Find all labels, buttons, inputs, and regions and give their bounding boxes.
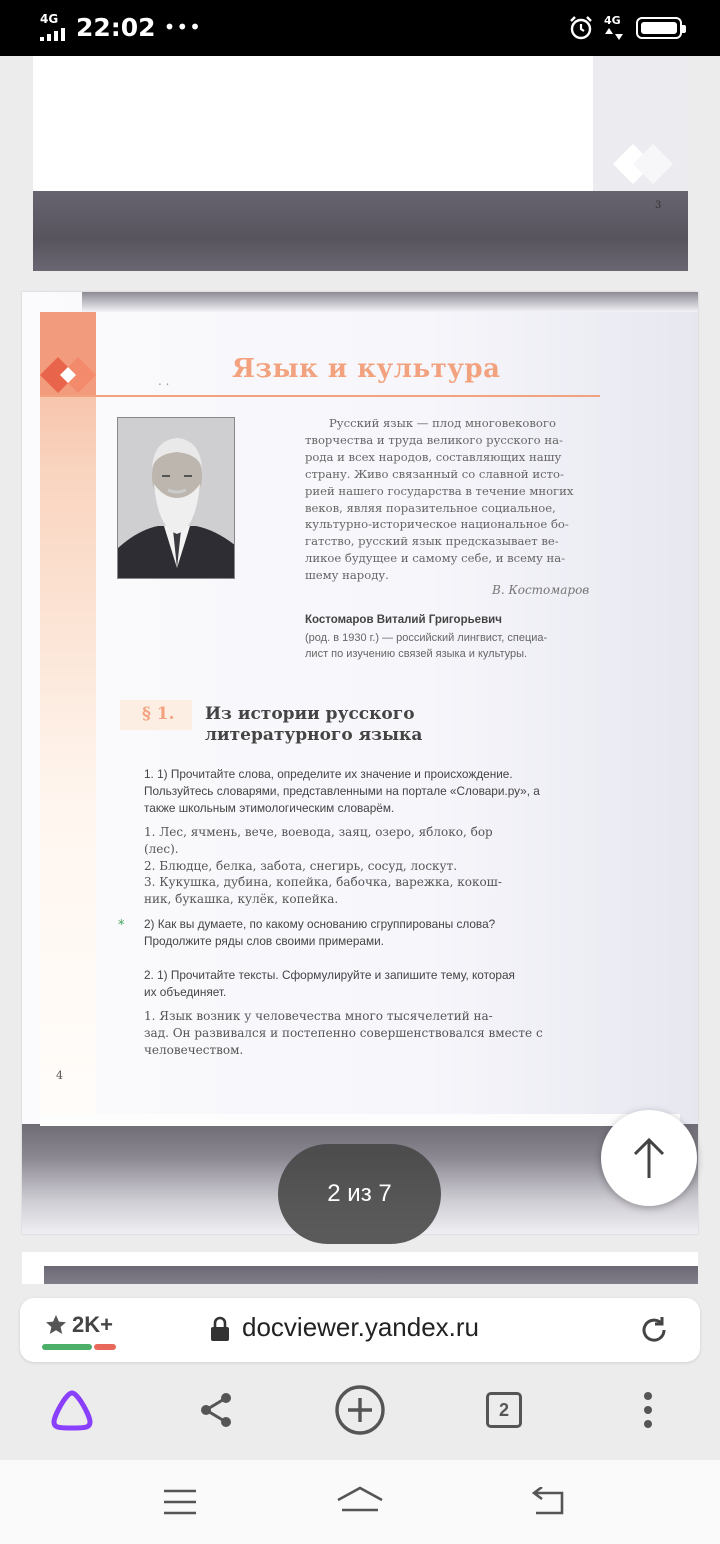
- menu-button[interactable]: [150, 1478, 210, 1526]
- alice-button[interactable]: [44, 1382, 100, 1438]
- quote-author: В. Костомаров: [492, 583, 590, 597]
- bio-text: (род. в 1930 г.) — российский лингвист, специа- лист по изучению связей языка и культуры.: [305, 632, 548, 660]
- add-tab-button[interactable]: [332, 1382, 388, 1438]
- word-groups: 1. Лес, ячмень, вече, воевода, заяц, озеро, яблоко, бор (лес). 2. Блюдце, белка, забота, снегирь, сосуд, лоскут. 3. Кукушка, дубина, копейка, бабочка, варежка, кокош- ник, букашка, кулёк, копейка.: [144, 825, 502, 907]
- arrow-up-icon: [631, 1136, 667, 1180]
- exercise-1-part-2: 2) Как вы думаете, по какому основанию сгруппированы слова? Продолжите ряды слов своими примерами.: [144, 917, 496, 948]
- more-icon: [642, 1390, 654, 1430]
- share-button[interactable]: [188, 1382, 244, 1438]
- system-navigation-bar: [0, 1460, 720, 1544]
- more-notifications-icon: •••: [163, 15, 202, 39]
- clock: 22:02: [76, 12, 156, 42]
- network-indicator-icon: [604, 14, 626, 42]
- browser-toolbar: [0, 1376, 720, 1446]
- more-menu-button[interactable]: [620, 1382, 676, 1438]
- tabs-icon: [486, 1392, 522, 1428]
- star-mark: *: [118, 918, 125, 933]
- section-title: Из истории русского литературного языка: [205, 704, 423, 745]
- share-icon: [196, 1390, 236, 1430]
- page-number: 3: [655, 200, 662, 211]
- bio-name: Костомаров Виталий Григорьевич: [305, 614, 502, 626]
- back-button[interactable]: [518, 1478, 578, 1526]
- exercise-2-passage: 1. Язык возник у человечества много тысячелетий на- зад. Он развивался и постепенно совершенствовался вместе с человечеством.: [144, 1009, 543, 1057]
- decorative-dots: . .: [158, 374, 170, 388]
- status-bar: [0, 0, 720, 56]
- battery-icon: [636, 17, 682, 39]
- rating-count: 2K+: [72, 1312, 113, 1337]
- document-page[interactable]: [22, 292, 698, 1234]
- reload-icon[interactable]: [638, 1314, 670, 1346]
- home-button[interactable]: [330, 1478, 390, 1526]
- section-number: § 1.: [142, 704, 175, 724]
- exercise-1-text: 1. 1) Прочитайте слова, определите их значение и происхождение. Пользуйтесь словарями, представленными на портале «Словари.ру», а также школьным этимологическим словарём.: [144, 767, 540, 815]
- rating-bar: [42, 1344, 116, 1350]
- tab-count: 2: [498, 1399, 509, 1420]
- star-icon: [44, 1313, 68, 1337]
- signal-icon: [38, 12, 72, 42]
- alice-icon: [48, 1388, 96, 1432]
- exercise-2-text: 2. 1) Прочитайте тексты. Сформулируйте и запишите тему, которая их объединяет.: [144, 968, 515, 999]
- page-number: 4: [56, 1069, 63, 1082]
- document-page-previous: [33, 56, 688, 271]
- network-type-left: 4G: [40, 12, 59, 26]
- address-bar[interactable]: [20, 1298, 700, 1362]
- add-icon: [334, 1384, 386, 1436]
- status-left: [38, 12, 202, 42]
- browser-bottom-bar: [0, 1284, 720, 1459]
- tabs-button[interactable]: [476, 1382, 532, 1438]
- scroll-to-top-button[interactable]: [601, 1110, 697, 1206]
- chapter-ornament: [38, 354, 98, 396]
- page-corner-ornament: [613, 134, 673, 194]
- network-type-right: 4G: [604, 14, 621, 27]
- chapter-title: Язык и культура: [232, 354, 501, 384]
- epigraph-quote: Русский язык — плод многовекового творчества и труда великого русского на- рода и всех народов, составляющих нашу страну. Живо связанный со славной исто- рией нашего государства в течение многих веков, являя поразительное социальное, культурно-историческое национальное бо- гатство, русский язык предсказывает ве- ликое будущее и самому себе, и всему на- шему народу.: [305, 416, 574, 583]
- home-icon: [335, 1486, 385, 1518]
- status-right: [568, 14, 682, 42]
- url-domain[interactable]: docviewer.yandex.ru: [242, 1312, 480, 1342]
- lock-icon: [210, 1316, 230, 1342]
- menu-icon: [162, 1488, 198, 1516]
- page-counter: 2 из 7: [278, 1144, 441, 1244]
- site-rating-button[interactable]: [44, 1312, 113, 1338]
- portrait-photo: [117, 417, 235, 579]
- back-icon: [528, 1487, 568, 1517]
- alarm-icon: [568, 15, 594, 41]
